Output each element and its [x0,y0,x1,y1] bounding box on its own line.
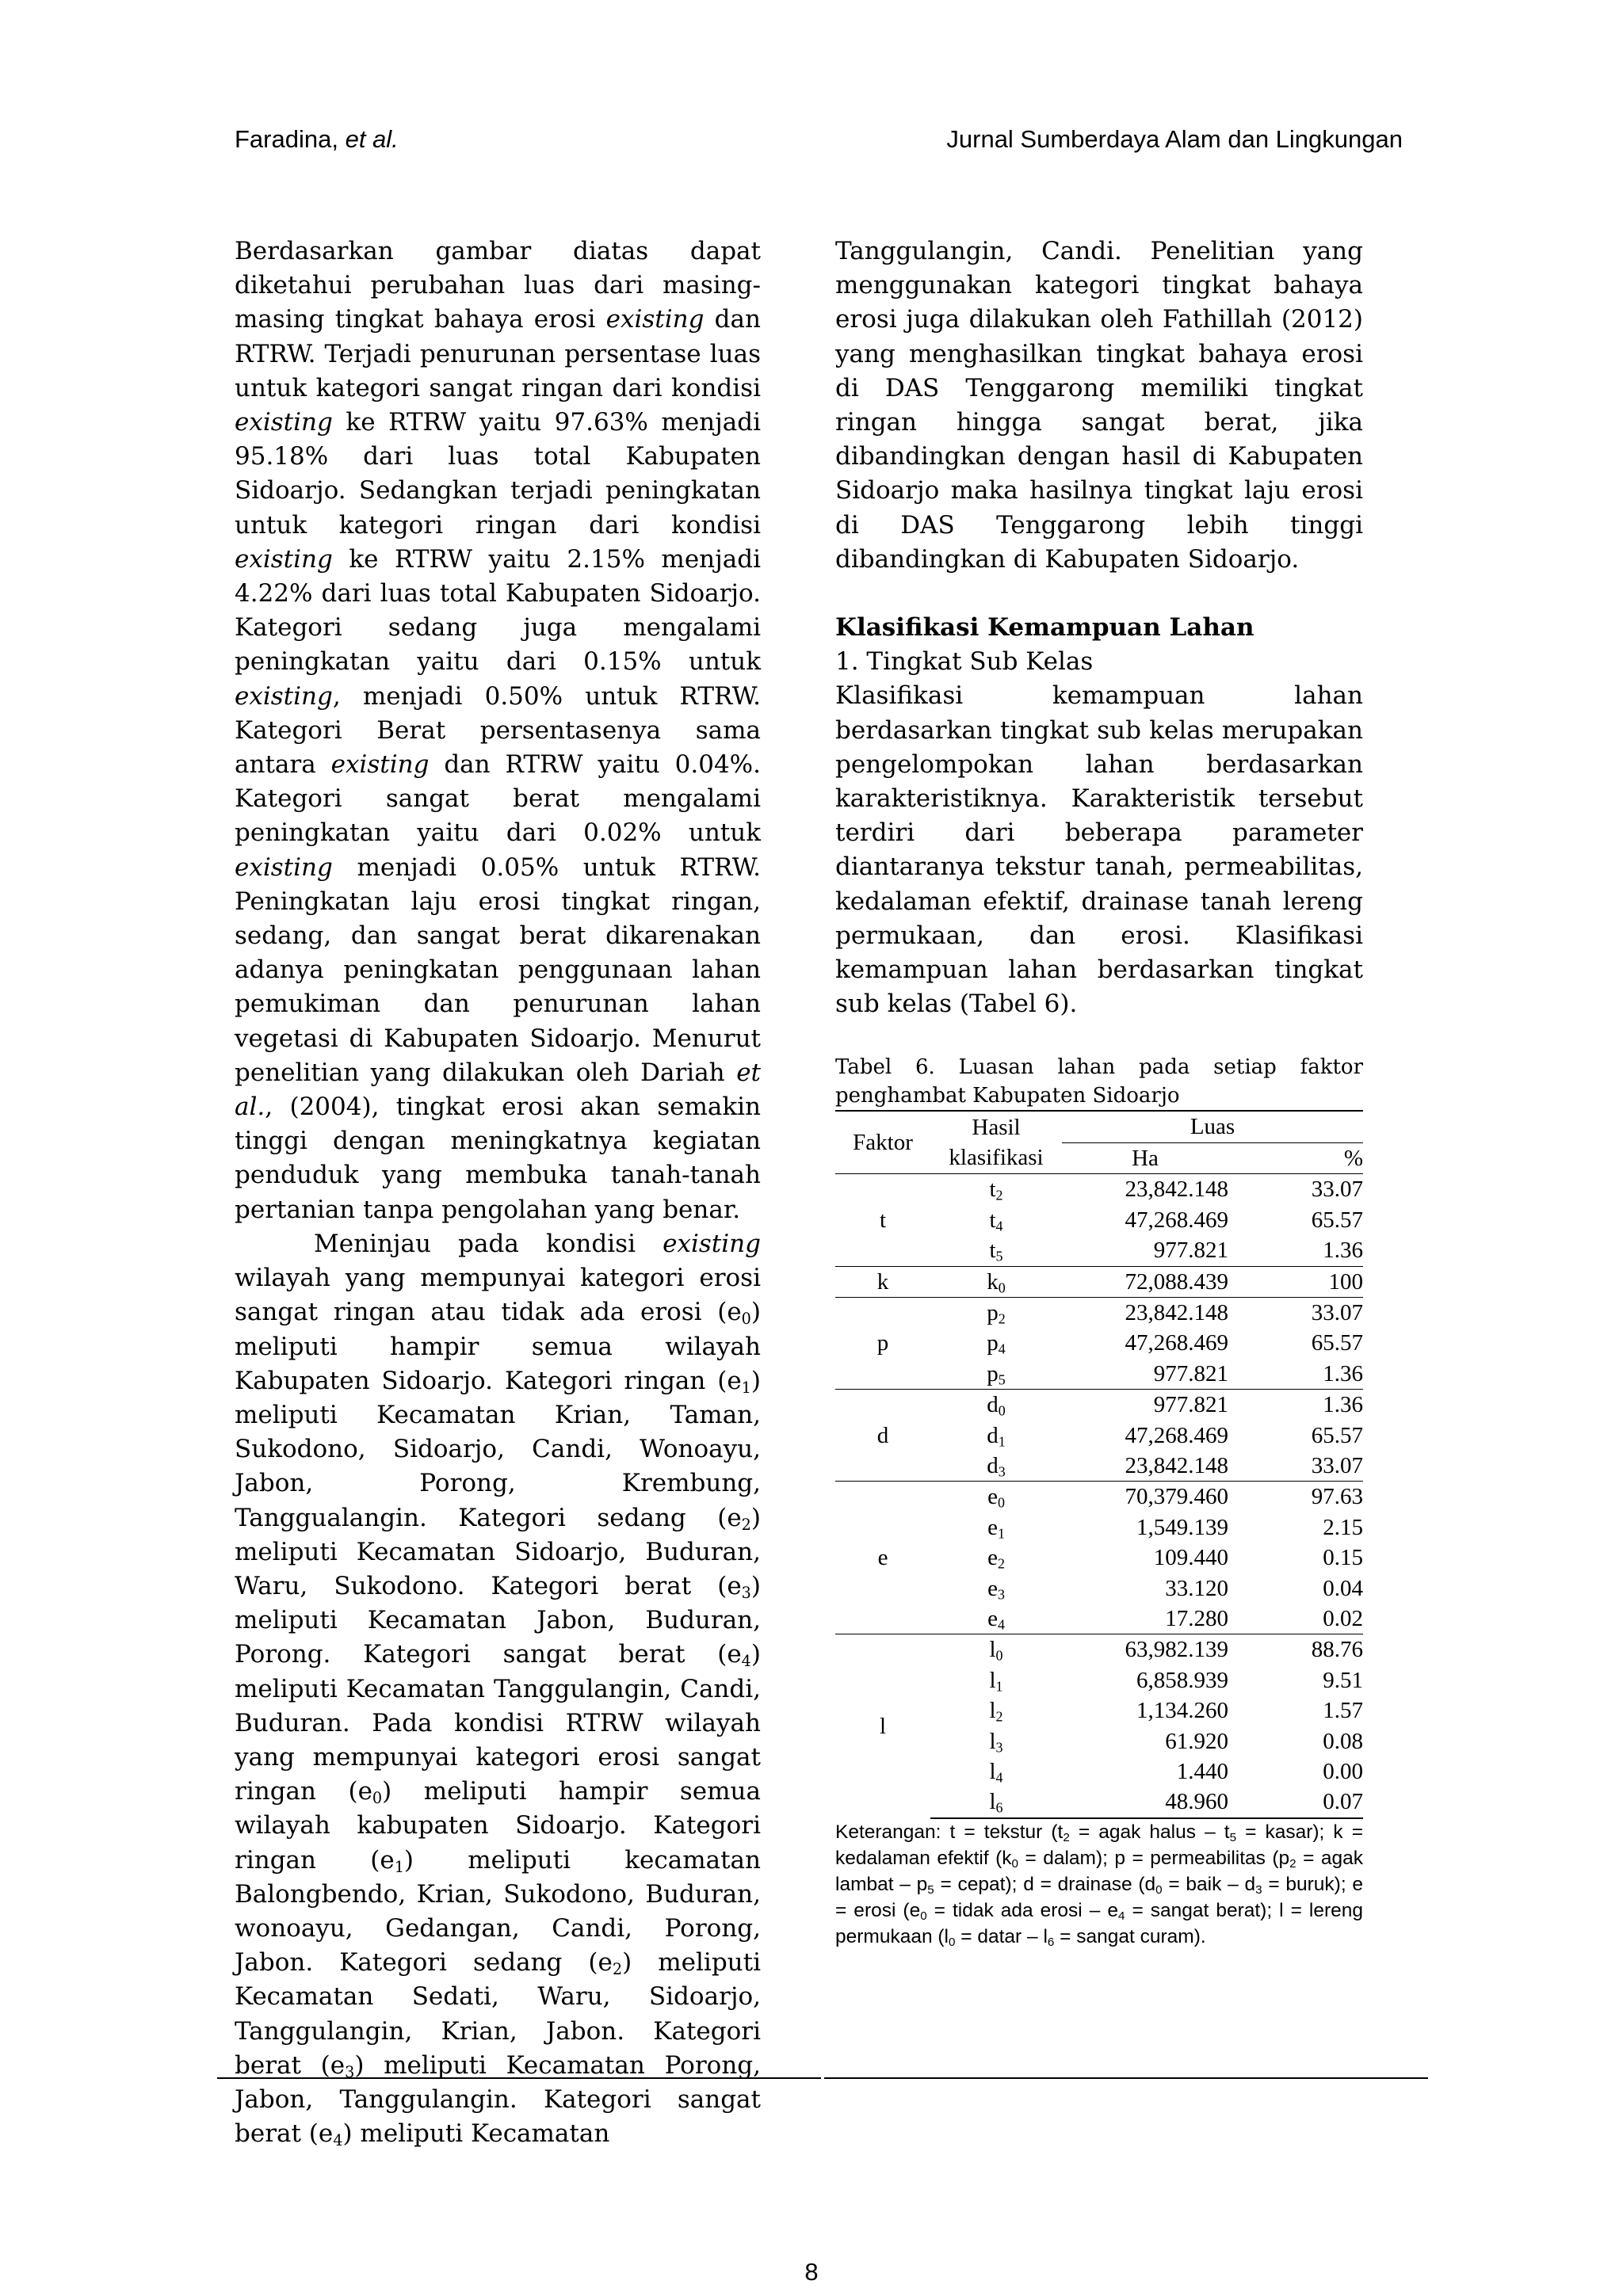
cell-ha: 977.821 [1153,1238,1228,1264]
cell-class: $l_2$ [989,1698,1003,1725]
cell-ha: 977.821 [1062,1390,1228,1421]
cell-ha: 6,858.939 [1136,1667,1228,1693]
cell-pct: 100 [1228,1266,1363,1297]
cell-pct: 88.76 [1228,1634,1363,1665]
cell-ha: 23,842.148 [1125,1452,1228,1478]
header-ha: Ha [1062,1142,1228,1173]
paragraph-erosion-regions: Meninjau pada kondisi existing wilayah yang mempunyai kategori erosi sangat ringan atau tidak ada erosi $(e_0)$ meliputi hampir semua wilayah Kabupaten Sidoarjo. Kategori ringan $(e_1)$ meliputi Kecamatan Krian, Taman, Sukodono, Sidoarjo, Candi, Wonoayu, Jabon, Porong, Krembung, Tanggualangin. Kategori sedang $(e_2)$ meliputi Kecamatan Sidoarjo, Buduran, Waru, Sukodono. Kategori berat $(e_3)$ meliputi Kecamatan Jabon, Buduran, Porong. Kategori sangat berat $(e_4)$ meliputi Kecamatan Tanggulangin, Candi, Buduran. Pada kondisi RTRW wilayah yang mempunyai kategori erosi sangat ringan $(e_0)$ meliputi hampir semua wilayah kabupaten Sidoarjo. Kategori ringan $(e_1)$ meliputi kecamatan Balongbendo, Krian, Sukodono, Buduran, wonoayu, Gedangan, Candi, Porong, Jabon. Kategori sedang $(e_2)$ meliputi Kecamatan Sedati, Waru, Sidoarjo, Tanggulangin, Krian, Jabon. Kategori berat $(e_3)$ meliputi Kecamatan Porong, Jabon, Tanggulangin. Kategori sangat berat $(e_4)$ meliputi Kecamatan [235,1229,761,2149]
right-column [835,235,1363,1950]
cell-faktor: e [835,1482,930,1634]
cell-ha: 47,268.469 [1125,1330,1228,1356]
cell-pct: 65.57 [1311,1422,1363,1448]
cell-class: $e_2$ [987,1545,1005,1572]
cell-class: $l_4$ [989,1759,1003,1786]
cell-class: $e_3$ [987,1575,1005,1603]
cell-ha: 70,379.460 [1062,1482,1228,1512]
cell-class: $p_4$ [987,1330,1006,1357]
cell-pct: 97.63 [1228,1482,1363,1512]
cell-pct: 0.00 [1323,1759,1363,1784]
cell-pct: 2.15 [1323,1514,1363,1540]
table-row [835,1390,1363,1421]
cell-pct: 33.07 [1311,1452,1363,1478]
cell-pct: 0.02 [1323,1605,1363,1631]
cell-ha: 33.120 [1165,1575,1228,1601]
table-row [835,1482,1363,1512]
cell-ha: 48.960 [1062,1787,1228,1817]
cell-class: $d_1$ [987,1422,1006,1450]
running-header-author: Faradina, et al. [235,125,399,153]
section-title: Klasifikasi Kemampuan Lahan [835,613,1254,643]
cell-class: $e_4$ [987,1605,1005,1633]
table-row [835,1297,1363,1328]
table-note: Keterangan: t = tekstur ($t_2$ = agak halus – $t_5$ = kasar); k = kedalaman efektif ($k_0$ = dalam); p = permeabilitas ($p_2$ = agak lambat – $p_5$ = cepat); d = drainase ($d_0$ = baik – $d_3$ = buruk); e = erosi ($e_0$ = tidak ada erosi – $e_4$ = sangat berat); l = lereng permukaan ($l_0$ = datar – $l_6$ = sangat curam). [835,1821,1364,1949]
paragraph-comparison: Tanggulangin, Candi. Penelitian yang menggunakan kategori tingkat bahaya erosi juga dilakukan oleh Fathillah (2012) yang menghasilkan tingkat bahaya erosi di DAS Tenggarong memiliki tingkat ringan hingga sangat berat, jika dibandingkan dengan hasil di Kabupaten Sidoarjo maka hasilnya tingkat laju erosi di DAS Tenggarong lebih tinggi dibandingkan di Kabupaten Sidoarjo. [835,237,1363,574]
cell-class: $e_1$ [987,1514,1005,1542]
cell-class: $l_3$ [989,1728,1003,1756]
cell-ha: 977.821 [1153,1360,1228,1386]
cell-ha: 72,088.439 [1062,1266,1228,1297]
left-column [235,235,761,2151]
table-caption: Tabel 6. Luasan lahan pada setiap faktor penghambat Kabupaten Sidoarjo [835,1055,1363,1108]
page-number: 8 [804,2258,819,2286]
cell-class: $k_0$ [930,1266,1062,1297]
cell-class: $l_1$ [989,1667,1003,1695]
header-luas: Luas [1062,1111,1363,1142]
cell-faktor: p [835,1297,930,1389]
cell-ha: 23,842.148 [1062,1174,1228,1205]
cell-pct: 0.08 [1323,1728,1363,1754]
cell-pct: 9.51 [1323,1667,1363,1693]
table-row [835,1634,1363,1665]
header-hasil: Hasil klasifikasi [930,1111,1062,1173]
cell-pct: 0.07 [1228,1787,1363,1817]
column-end-rule-right [824,2077,1428,2079]
cell-class: $t_4$ [989,1207,1003,1234]
cell-pct: 33.07 [1228,1174,1363,1205]
cell-faktor: k [835,1266,930,1297]
cell-pct: 0.15 [1323,1545,1363,1571]
cell-class: $l_6$ [930,1787,1062,1817]
cell-pct: 65.57 [1311,1330,1363,1356]
cell-ha: 1,134.260 [1136,1698,1228,1724]
column-end-rule-left [217,2077,821,2079]
cell-pct: 1.36 [1323,1238,1363,1264]
cell-class: $d_0$ [930,1390,1062,1421]
header-pct: % [1228,1142,1363,1173]
cell-ha: 17.280 [1165,1605,1228,1631]
cell-faktor: t [835,1174,930,1266]
cell-ha: 1.440 [1176,1759,1228,1784]
paragraph-land-capability: Klasifikasi kemampuan lahan berdasarkan tingkat sub kelas merupakan pengelompokan lahan berdasarkan karakteristiknya. Karakteristik tersebut terdiri dari beberapa parameter diantaranya tekstur tanah, permeabilitas, kedalaman efektif, drainase tanah lereng permukaan, dan erosi. Klasifikasi kemampuan lahan berdasarkan tingkat sub kelas (Tabel 6). [835,681,1363,1019]
header-faktor: Faktor [835,1111,930,1173]
data-table [835,1110,1363,1818]
cell-pct: 33.07 [1228,1297,1363,1328]
cell-class: $e_0$ [930,1482,1062,1512]
cell-pct: 0.04 [1323,1575,1363,1601]
cell-pct: 1.36 [1323,1360,1363,1386]
cell-ha: 63,982.139 [1062,1634,1228,1665]
cell-ha: 1,549.139 [1136,1514,1228,1540]
cell-class: $t_5$ [989,1238,1003,1264]
cell-class: $l_0$ [930,1634,1062,1665]
cell-class: $t_2$ [930,1174,1062,1205]
paragraph-erosion-change: Berdasarkan gambar diatas dapat diketahui perubahan luas dari masing-masing tingkat bahaya erosi existing dan RTRW. Terjadi penurunan persentase luas untuk kategori sangat ringan dari kondisi existing ke RTRW yaitu 97.63% menjadi 95.18% dari luas total Kabupaten Sidoarjo. Sedangkan terjadi peningkatan untuk kategori ringan dari kondisi existing ke RTRW yaitu 2.15% menjadi 4.22% dari luas total Kabupaten Sidoarjo. Kategori sedang juga mengalami peningkatan yaitu dari 0.15% untuk existing, menjadi 0.50% untuk RTRW. Kategori Berat persentasenya sama antara existing dan RTRW yaitu 0.04%. Kategori sangat berat mengalami peningkatan yaitu dari 0.02% untuk existing menjadi 0.05% untuk RTRW. Peningkatan laju erosi tingkat ringan, sedang, dan sangat berat dikarenakan adanya peningkatan penggunaan lahan pemukiman dan penurunan lahan vegetasi di Kabupaten Sidoarjo. Menurut penelitian yang dilakukan oleh Dariah et al., (2004), tingkat erosi akan semakin tinggi dengan meningkatnya kegiatan penduduk yang membuka tanah-tanah pertanian tanpa pengolahan yang benar. [235,237,761,1224]
cell-pct: 1.36 [1228,1390,1363,1421]
table-row [835,1266,1363,1297]
cell-pct: 1.57 [1323,1698,1363,1724]
cell-class: $d_3$ [987,1452,1006,1480]
cell-ha: 23,842.148 [1062,1297,1228,1328]
subsection-title: 1. Tingkat Sub Kelas [835,647,1094,677]
table-row [835,1174,1363,1205]
cell-ha: 47,268.469 [1125,1207,1228,1233]
cell-class: $p_5$ [987,1360,1006,1388]
cell-ha: 109.440 [1153,1545,1228,1571]
running-header-journal: Jurnal Sumberdaya Alam dan Lingkungan [946,125,1403,153]
table-body [835,1174,1363,1818]
cell-faktor: d [835,1390,930,1482]
cell-ha: 47,268.469 [1125,1422,1228,1448]
cell-faktor: l [835,1634,930,1818]
cell-class: $p_2$ [930,1297,1062,1328]
cell-ha: 61.920 [1165,1728,1228,1754]
cell-pct: 65.57 [1311,1207,1363,1233]
